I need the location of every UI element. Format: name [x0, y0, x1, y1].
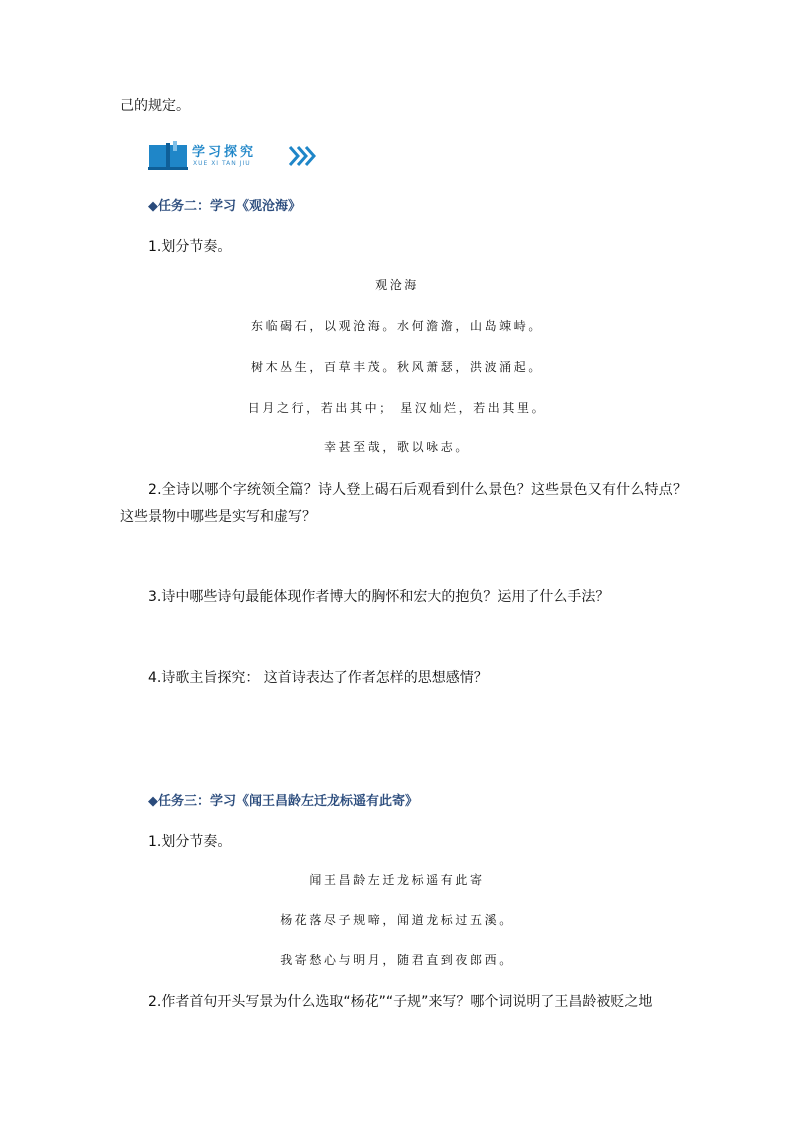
poem-line: 树木丛生，百草丰茂。秋风萧瑟，洪波涌起。 [250, 360, 543, 374]
poem-line: 我寄愁心与明月，随君直到夜郎西。 [280, 953, 514, 967]
poem-title: 观沧海 [375, 278, 419, 292]
task2-q3: 3.诗中哪些诗句最能体现作者博大的胸怀和宏大的抱负？运用了什么手法？ [148, 589, 610, 605]
poem-line: 杨花落尽子规啼，闻道龙标过五溪。 [280, 913, 514, 927]
badge-subtitle: XUE XI TAN JIU [193, 160, 251, 167]
poem-line: 日月之行，若出其中； 星汉灿烂，若出其里。 [247, 401, 547, 415]
book-icon [148, 141, 188, 175]
poem-title: 闻王昌龄左迁龙标遥有此寄 [309, 873, 485, 887]
task2-heading: ◆任务二：学习《观沧海》 [148, 199, 301, 214]
poem-line: 幸甚至哉，歌以咏志。 [323, 440, 470, 454]
poem-line: 东临碣石，以观沧海。水何澹澹，山岛竦峙。 [250, 319, 543, 333]
continued-text: 己的规定。 [120, 98, 190, 114]
task2-q2: 2.全诗以哪个字统领全篇？诗人登上碣石后观看到什么景色？这些景色又有什么特点？ [148, 482, 688, 498]
section-badge [148, 139, 318, 175]
task3-q2: 2.作者首句开头写景为什么选取“杨花”“子规”来写？哪个词说明了王昌龄被贬之地 [148, 994, 653, 1010]
task3-q1: 1.划分节奏。 [148, 834, 232, 850]
task3-heading: ◆任务三：学习《闻王昌龄左迁龙标遥有此寄》 [148, 794, 418, 809]
badge-title: 学习探究 [192, 145, 257, 160]
task2-q2-cont: 这些景物中哪些是实写和虚写？ [120, 509, 316, 525]
chevrons-right-icon [288, 145, 316, 171]
task2-q4: 4.诗歌主旨探究： 这首诗表达了作者怎样的思想感情？ [148, 670, 488, 686]
task2-q1: 1.划分节奏。 [148, 239, 232, 255]
